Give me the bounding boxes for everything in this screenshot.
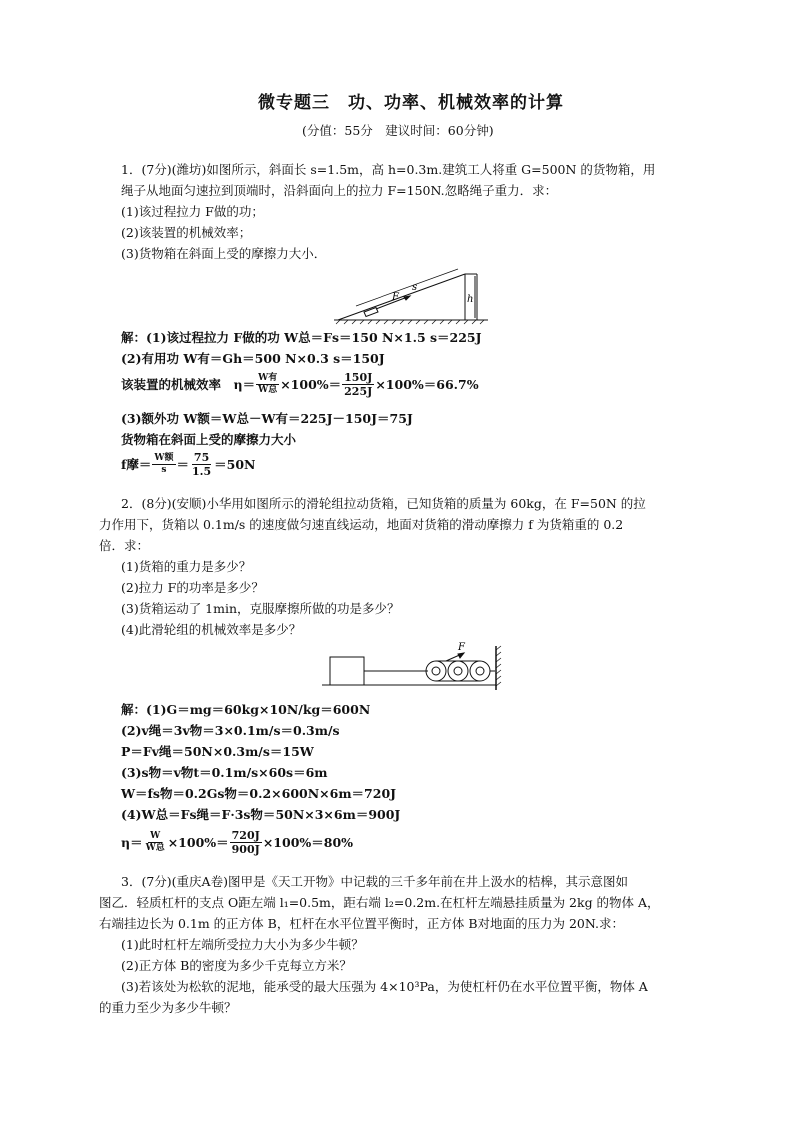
q1-sol-5: 货物箱在斜面上受的摩擦力大小 [121, 432, 297, 447]
frac-num: W [150, 831, 161, 841]
frac-den: 1.5 [192, 465, 212, 478]
fraction-w-ratio [144, 832, 167, 853]
q2-sol-3: P＝Fv绳＝50N×0.3m/s＝15W [121, 744, 314, 759]
eta-result: ×100%＝80% [262, 834, 354, 850]
label-F: F [392, 292, 399, 303]
q3-sub-1: (1)此时杠杆左端所受拉力大小为多少牛顿？ [121, 937, 364, 952]
eta-label: η＝ [121, 834, 143, 850]
q1-sub-3: (3)货物箱在斜面上受的摩擦力大小． [121, 246, 327, 261]
label-F: F [458, 642, 465, 653]
q3-stem-end: 的重力至少为多少牛顿？ [99, 1000, 237, 1015]
times-100: ×100%＝ [167, 834, 229, 850]
frac-num: W有 [258, 373, 278, 383]
q3-sub-3: (3)若该处为松软的泥地，能承受的最大压强为 4×10³Pa，为使杠杆仍在水平位置平衡，物体 A [121, 979, 648, 994]
fraction-w-s [152, 454, 175, 475]
frac-den: 225J [344, 385, 373, 398]
q3-stem-line3: 右端挂边长为 0.1m 的正方体 B，杠杆在水平位置平衡时，正方体 B对地面的压力为 20N.求： [99, 916, 624, 931]
incline-diagram [330, 262, 500, 328]
page-title: 微专题三 功、功率、机械效率的计算 [258, 93, 564, 113]
label-h: h [467, 294, 474, 305]
q1-sol-4: (3)额外功 W额＝W总－W有＝225J－150J＝75J [121, 411, 413, 426]
q3-sub-2: (2)正方体 B的密度为多少千克每立方米？ [121, 958, 352, 973]
q2-sol-efficiency [121, 830, 353, 855]
frac-num: W额 [154, 453, 174, 463]
q2-stem-line2: 力作用下，货箱以 0.1m/s 的速度做匀速直线运动，地面对货箱的滑动摩擦力 f 为货箱重的 0.2 [99, 517, 624, 532]
q2-sol-2: (2)v绳＝3v物＝3×0.1m/s＝0.3m/s [121, 723, 340, 738]
friction-result: ＝50N [214, 456, 256, 472]
q1-sol-2: (2)有用功 W有＝Gh＝500 N×0.3 s＝150J [121, 351, 385, 366]
frac-num: 75 [193, 451, 210, 464]
label-s: s [412, 282, 418, 293]
q1-sol-1: 解：(1)该过程拉力 F做的功 W总＝Fs＝150 N×1.5 s＝225J [121, 330, 482, 345]
frac-den: 900J [231, 843, 260, 856]
friction-label: f摩＝ [121, 456, 152, 472]
q2-sub-1: (1)货箱的重力是多少？ [121, 559, 252, 574]
q2-sol-6: (4)W总＝Fs绳＝F·3s物＝50N×3×6m＝900J [121, 807, 401, 822]
q3-stem-line2: 图乙．轻质杠杆的支点 O距左端 l₁=0.5m，距右端 l₂=0.2m.在杠杆左端悬挂质量为 2kg 的物体 A， [99, 895, 660, 910]
q2-stem-line1: 2．(8分)(安顺)小华用如图所示的滑轮组拉动货箱，已知货箱的质量为 60kg，在 F=50N 的拉 [121, 496, 646, 511]
q3-stem-line1: 3．(7分)(重庆A卷)图甲是《天工开物》中记载的三千多年前在井上汲水的桔槔，其示意图如 [121, 874, 628, 889]
frac-den: s [161, 465, 167, 475]
times-100: ×100%＝ [280, 376, 342, 392]
q2-sol-5: W＝fs物＝0.2Gs物＝0.2×600N×6m＝720J [121, 786, 397, 801]
frac-num: 150J [344, 371, 373, 384]
frac-den: W总 [145, 843, 165, 853]
q2-sol-4: (3)s物＝v物t＝0.1m/s×60s＝6m [121, 765, 328, 780]
eta-label: 该装置的机械效率 η＝ [121, 376, 256, 392]
eta-result: ×100%＝66.7% [375, 376, 479, 392]
fraction-values [342, 372, 374, 397]
pulley-diagram [322, 640, 504, 692]
q2-stem-line3: 倍．求： [99, 538, 150, 553]
q1-sub-1: (1)该过程拉力 F做的功； [121, 204, 264, 219]
q1-sub-2: (2)该装置的机械效率； [121, 225, 252, 240]
q2-sol-1: 解：(1)G＝mg＝60kg×10N/kg＝600N [121, 702, 371, 717]
q2-sub-4: (4)此滑轮组的机械效率是多少？ [121, 622, 302, 637]
equals: ＝ [176, 456, 190, 472]
fraction-w-ratio [256, 374, 279, 395]
fraction-values [190, 452, 213, 477]
q2-sub-2: (2)拉力 F的功率是多少？ [121, 580, 264, 595]
page-subtitle: (分值：55分 建议时间：60分钟) [302, 123, 494, 138]
q1-stem-line1: 1．(7分)(潍坊)如图所示，斜面长 s=1.5m，高 h=0.3m.建筑工人将重 G=500N 的货物箱，用 [121, 162, 656, 177]
q1-stem-line2: 绳子从地面匀速拉到顶端时，沿斜面向上的拉力 F=150N.忽略绳子重力．求： [121, 183, 558, 198]
frac-den: W总 [258, 385, 278, 395]
fraction-values [230, 830, 262, 855]
frac-num: 720J [231, 829, 260, 842]
q1-sol-efficiency [121, 372, 479, 397]
q2-sub-3: (3)货箱运动了 1min，克服摩擦所做的功是多少？ [121, 601, 400, 616]
q1-sol-friction [121, 452, 255, 477]
